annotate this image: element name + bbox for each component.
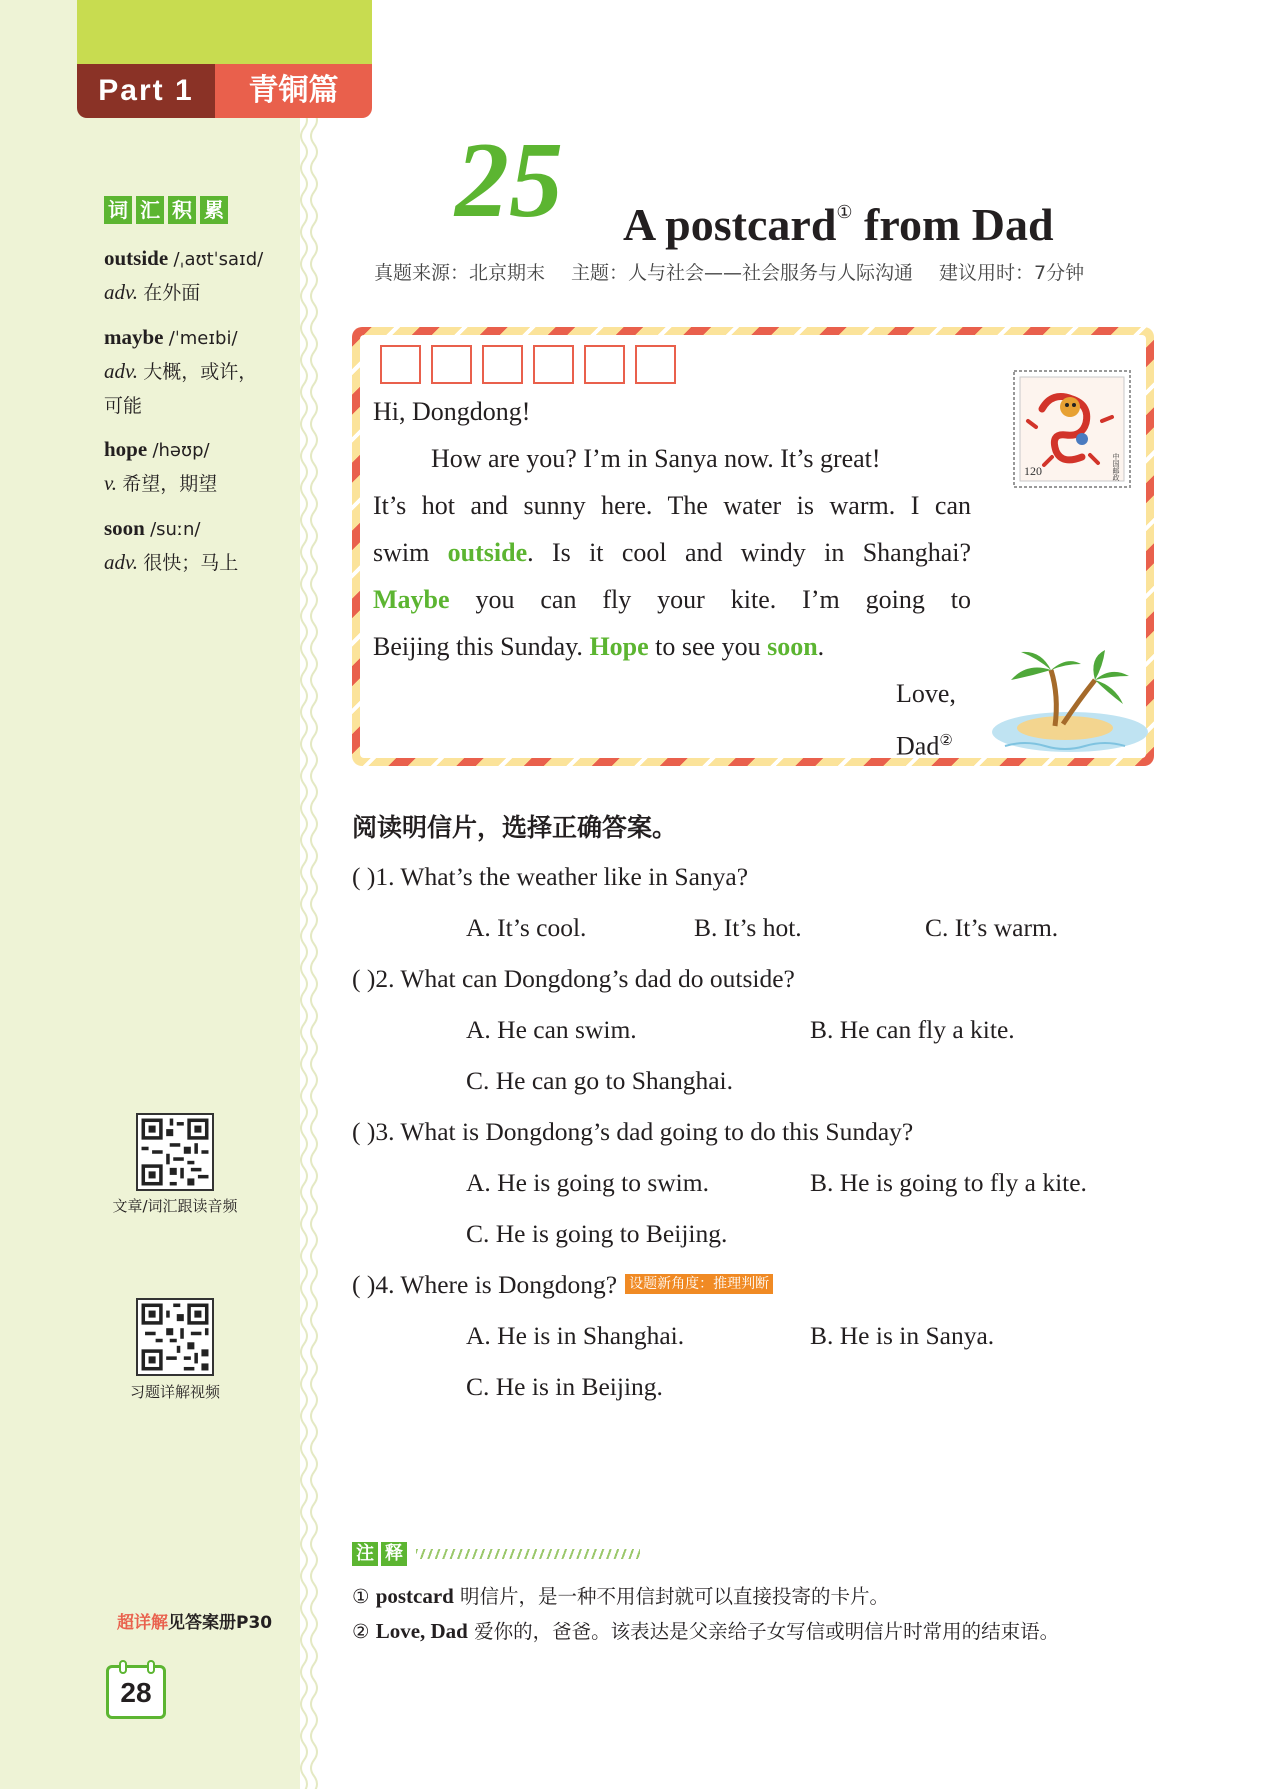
vocab-word: hope: [104, 437, 148, 461]
calendar-ring-icon: [119, 1660, 127, 1674]
note-term: Love, Dad: [375, 1619, 468, 1643]
question-tag: 设题新角度：推理判断: [625, 1274, 773, 1294]
footnote-mark: ②: [939, 733, 953, 749]
postcard-line-5: [373, 624, 824, 671]
vocab-phonetic: /ˌaʊtˈsaɪd/: [173, 249, 264, 270]
vocab-meaning-cont: 可能: [104, 395, 143, 417]
note-number: ②: [352, 1620, 370, 1643]
q3-option-b[interactable]: B. He is going to fly a kite.: [810, 1168, 1087, 1197]
vocab-word: outside: [104, 246, 169, 270]
qr-video-label: 习题详解视频: [129, 1383, 220, 1401]
postcard-text: swim: [373, 538, 448, 567]
answer-reference: [117, 1608, 272, 1633]
meta-time: 建议用时：7分钟: [939, 262, 1085, 284]
q2-option-a[interactable]: A. He can swim.: [466, 1015, 637, 1044]
notes-heading-char: 释: [381, 1542, 407, 1566]
question-4: [352, 1269, 773, 1301]
vocab-entry-hope: [104, 433, 294, 501]
postcode-box: [635, 345, 676, 384]
note-2: [352, 1616, 1059, 1644]
keyword-hope: Hope: [589, 632, 649, 661]
question-3: ( )3. What is Dongdong’s dad going to do this Sunday?: [352, 1117, 914, 1146]
postcode-box: [380, 345, 421, 384]
vocab-pos: v.: [104, 471, 118, 495]
qr-audio-label: 文章/词汇跟读音频: [112, 1197, 238, 1215]
stamp-value: 120: [1024, 464, 1042, 478]
note-number: ①: [352, 1585, 370, 1608]
notes-divider: [416, 1549, 640, 1559]
postcode-boxes: [380, 345, 676, 384]
postcard-line-3: [373, 530, 971, 577]
vocab-meaning: 在外面: [143, 282, 201, 304]
meta-source: 真题来源：北京期末: [374, 262, 546, 284]
lesson-title: [623, 182, 1054, 255]
keyword-soon: soon: [767, 632, 818, 661]
vocab-entry-outside: [104, 242, 294, 310]
postcard-line-4: [373, 577, 971, 624]
postcard-text: Beijing this Sunday.: [373, 632, 590, 661]
signature-text: Dad: [896, 731, 940, 761]
lesson-title-text: A postcard: [623, 199, 837, 250]
notes-heading-char: 注: [352, 1542, 378, 1566]
postcard-text: to see you: [648, 632, 768, 661]
page-number-text: 28: [120, 1677, 152, 1708]
exercise-instruction: 阅读明信片，选择正确答案。: [352, 813, 678, 842]
vocab-meaning: 大概，或许，: [143, 361, 258, 383]
postcard-line-2: It’s hot and sunny here. The water is warm. I can: [373, 491, 971, 520]
answer-ref-text: 见答案册P30: [168, 1613, 273, 1633]
q4-option-b[interactable]: B. He is in Sanya.: [810, 1321, 995, 1350]
q1-option-b[interactable]: B. It’s hot.: [694, 913, 802, 942]
note-term: postcard: [375, 1584, 454, 1608]
qr-code-video[interactable]: [136, 1298, 214, 1376]
keyword-outside: outside: [447, 538, 528, 567]
lesson-meta: [374, 258, 1084, 285]
part-tab: [77, 0, 372, 118]
dragon-stamp-icon: [1012, 369, 1132, 489]
question-4-text: ( )4. Where is Dongdong?: [352, 1270, 618, 1299]
q3-option-c[interactable]: C. He is going to Beijing.: [466, 1219, 728, 1248]
calendar-ring-icon: [147, 1660, 155, 1674]
meta-theme: 主题：人与社会——社会服务与人际沟通: [571, 262, 914, 284]
postcard-signature: [896, 718, 953, 770]
postcode-box: [584, 345, 625, 384]
vocab-word: soon: [104, 516, 145, 540]
notes-heading: [352, 1542, 640, 1566]
postcode-box: [431, 345, 472, 384]
vocab-phonetic: /suːn/: [150, 519, 201, 540]
q4-option-a[interactable]: A. He is in Shanghai.: [466, 1321, 685, 1350]
qr-code-audio[interactable]: [136, 1113, 214, 1191]
postcard-text: . Is it cool and windy in Shanghai?: [527, 538, 971, 567]
lesson-title-rest: from Dad: [852, 199, 1054, 250]
q2-option-b[interactable]: B. He can fly a kite.: [810, 1015, 1015, 1044]
lesson-number: 25: [455, 121, 563, 240]
question-1: ( )1. What’s the weather like in Sanya?: [352, 862, 749, 891]
vocab-heading-char: 汇: [136, 196, 164, 224]
q1-option-a[interactable]: A. It’s cool.: [466, 913, 587, 942]
answer-ref-highlight: 超详解: [117, 1613, 168, 1633]
vocab-pos: adv.: [104, 359, 139, 383]
note-text: 爱你的，爸爸。该表达是父亲给子女写信或明信片时常用的结束语。: [467, 1620, 1060, 1643]
vocab-entry-soon: [104, 512, 294, 580]
vocab-meaning: 很快；马上: [143, 552, 239, 574]
sidebar-wave-border: [296, 0, 322, 1789]
vocab-phonetic: /ˈmeɪbi/: [168, 328, 238, 349]
vocab-heading: [104, 196, 228, 224]
postcode-box: [533, 345, 574, 384]
q4-option-c[interactable]: C. He is in Beijing.: [466, 1372, 663, 1401]
vocab-meaning: 希望，期望: [122, 473, 218, 495]
postcode-box: [482, 345, 523, 384]
postcard-text: you can fly your kite. I’m going to: [449, 585, 971, 614]
keyword-maybe: Maybe: [373, 585, 450, 614]
part-label: Part 1: [77, 64, 215, 118]
vocab-heading-char: 词: [104, 196, 132, 224]
vocab-heading-char: 累: [200, 196, 228, 224]
postcard-line-1: How are you? I’m in Sanya now. It’s great!: [431, 444, 881, 473]
part-tab-top: [77, 0, 372, 64]
vocab-pos: adv.: [104, 280, 139, 304]
part-name: 青铜篇: [215, 64, 372, 118]
note-text: 明信片，是一种不用信封就可以直接投寄的卡片。: [453, 1585, 890, 1608]
note-1: [352, 1581, 889, 1609]
postcard-text: .: [817, 632, 825, 661]
vocab-word: maybe: [104, 325, 164, 349]
vocab-heading-char: 积: [168, 196, 196, 224]
q3-option-a[interactable]: A. He is going to swim.: [466, 1168, 709, 1197]
page-number: [106, 1665, 166, 1719]
vocab-pos: adv.: [104, 550, 139, 574]
vocab-phonetic: /həʊp/: [152, 440, 210, 461]
palm-island-icon: [985, 650, 1150, 760]
postcard-greeting: Hi, Dongdong!: [373, 397, 531, 426]
question-2: ( )2. What can Dongdong’s dad do outside?: [352, 964, 795, 993]
footnote-mark: ①: [836, 202, 853, 222]
stamp-country: 中国邮政: [1112, 453, 1120, 481]
q1-option-c[interactable]: C. It’s warm.: [925, 913, 1059, 942]
q2-option-c[interactable]: C. He can go to Shanghai.: [466, 1066, 733, 1095]
postcard-closing: Love,: [896, 679, 956, 708]
vocab-entry-maybe: [104, 321, 294, 423]
